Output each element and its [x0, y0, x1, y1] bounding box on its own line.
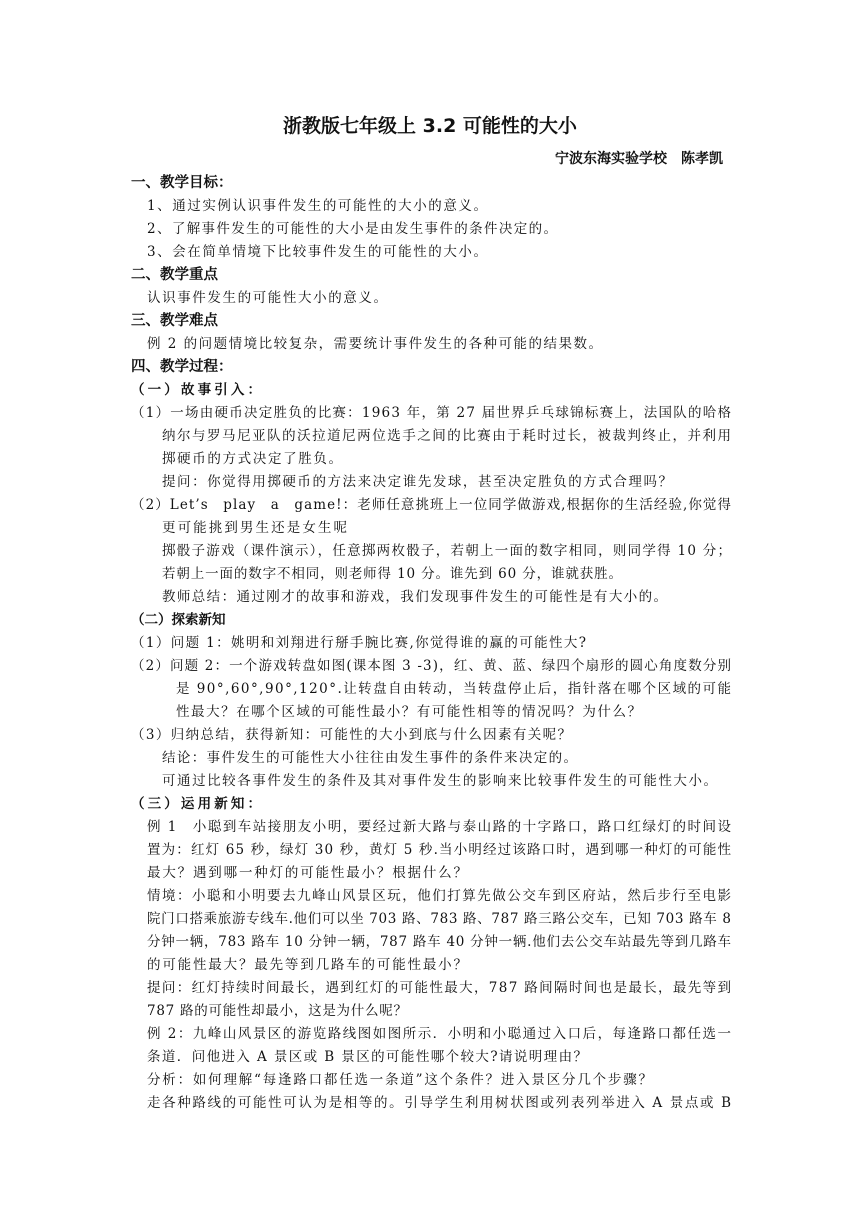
body-line: 情境：小聪和小明要去九峰山风景区玩，他们打算先做公交车到区府站，然后步行至电影	[147, 888, 733, 904]
subsection-heading: （一）故事引入：	[131, 382, 265, 398]
body-line: （2）Let’s play a game!：老师任意挑班上一位同学做游戏,根据你的生活经验,你觉得	[131, 497, 733, 513]
section-heading: 二、教学重点	[131, 267, 218, 283]
body-line: 可通过比较各事件发生的条件及其对事件发生的影响来比较事件发生的可能性大小。	[162, 773, 719, 789]
body-line: 院门口搭乘旅游专线车.他们可以坐 703 路、783 路、787 路三路公交车，已知 703 路车 8	[147, 911, 732, 927]
body-line: 条道．问他进入 A 景区或 B 景区的可能性哪个较大?请说明理由？	[147, 1049, 589, 1065]
body-line: （1）一场由硬币决定胜负的比赛：1963 年，第 27 届世界乒乓球锦标赛上，法国队的哈格	[131, 405, 733, 421]
body-line: 掷硬币的方式决定了胜负。	[162, 451, 344, 467]
body-line: 更可能挑到男生还是女生呢	[162, 520, 350, 536]
body-line: 掷骰子游戏（课件演示），任意掷两枚骰子，若朝上一面的数字相同，则同学得 10 分；	[162, 543, 733, 559]
body-line: 分钟一辆，783 路车 10 分钟一辆，787 路车 40 分钟一辆.他们去公交车站最先等到几路车	[147, 934, 732, 950]
body-line: 若朝上一面的数字不相同，则老师得 10 分。谁先到 60 分，谁就获胜。	[162, 566, 623, 582]
body-line: （1）问题 1：姚明和刘翔进行掰手腕比赛,你觉得谁的赢的可能性大?	[131, 635, 588, 651]
body-line: 最大？遇到哪一种灯的可能性最小？根据什么？	[147, 865, 469, 881]
body-line: 结论：事件发生的可能性大小往往由发生事件的条件来决定的。	[162, 750, 579, 766]
body-line: 分析：如何理解“每逢路口都任选一条道”这个条件？进入景区分几个步骤？	[147, 1072, 654, 1088]
subsection-heading: （三）运用新知：	[131, 796, 265, 812]
section-heading: 一、教学目标：	[131, 175, 233, 191]
body-line: 例 1 小聪到车站接朋友小明，要经过新大路与泰山路的十字路口，路口红绿灯的时间设	[147, 819, 733, 835]
author-line: 宁波东海实验学校 陈孝凯	[555, 151, 723, 167]
document-body	[0, 172, 860, 1115]
subsection-heading: （二）探索新知	[131, 612, 226, 628]
body-line: 性最大？在哪个区域的可能性最小？有可能性相等的情况吗？为什么？	[176, 704, 643, 720]
body-line: 的可能性最大？最先等到几路车的可能性最小？	[147, 957, 469, 973]
body-line: 2、了解事件发生的可能性的大小是由发生事件的条件决定的。	[147, 221, 559, 237]
body-line: 教师总结：通过刚才的故事和游戏，我们发现事件发生的可能性是有大小的。	[162, 589, 669, 605]
body-line: 3、会在简单情境下比较事件发生的可能性的大小。	[147, 244, 489, 260]
body-line: 提问：你觉得用掷硬币的方法来决定谁先发球，甚至决定胜负的方式合理吗？	[162, 474, 674, 490]
body-line: 置为：红灯 65 秒，绿灯 30 秒，黄灯 5 秒.当小明经过该路口时，遇到哪一种灯的可能性	[147, 842, 733, 858]
body-line: 787 路的可能性却最小，这是为什么呢？	[147, 1003, 408, 1019]
body-line: 走各种路线的可能性可认为是相等的。引导学生利用树状图或列表列举进入 A 景点或 B	[147, 1095, 733, 1111]
section-heading: 四、教学过程：	[131, 359, 233, 375]
body-line: （3）归纳总结，获得新知：可能性的大小到底与什么因素有关呢？	[131, 727, 573, 743]
document-title: 浙教版七年级上 3.2 可能性的大小	[283, 115, 577, 137]
body-line: 提问：红灯持续时间最长，遇到红灯的可能性最大，787 路间隔时间也是最长，最先等到	[147, 980, 733, 996]
body-line: 认识事件发生的可能性大小的意义。	[147, 290, 389, 306]
body-line: 例 2 的问题情境比较复杂，需要统计事件发生的各种可能的结果数。	[147, 336, 604, 352]
section-heading: 三、教学难点	[131, 313, 218, 329]
body-line: （2）问题 2：一个游戏转盘如图(课本图 3 -3)，红、黄、蓝、绿四个扇形的圆心角度数分别	[131, 658, 733, 674]
body-line: 是 90°,60°,90°,120°.让转盘自由转动，当转盘停止后，指针落在哪个区域的可能	[176, 681, 733, 697]
body-line: 纳尔与罗马尼亚队的沃拉道尼两位选手之间的比赛由于耗时过长，被裁判终止，并利用	[162, 428, 733, 444]
body-line: 例 2：九峰山风景区的游览路线图如图所示．小明和小聪通过入口后，每逢路口都任选一	[147, 1026, 733, 1042]
body-line: 1、通过实例认识事件发生的可能性的大小的意义。	[147, 198, 489, 214]
